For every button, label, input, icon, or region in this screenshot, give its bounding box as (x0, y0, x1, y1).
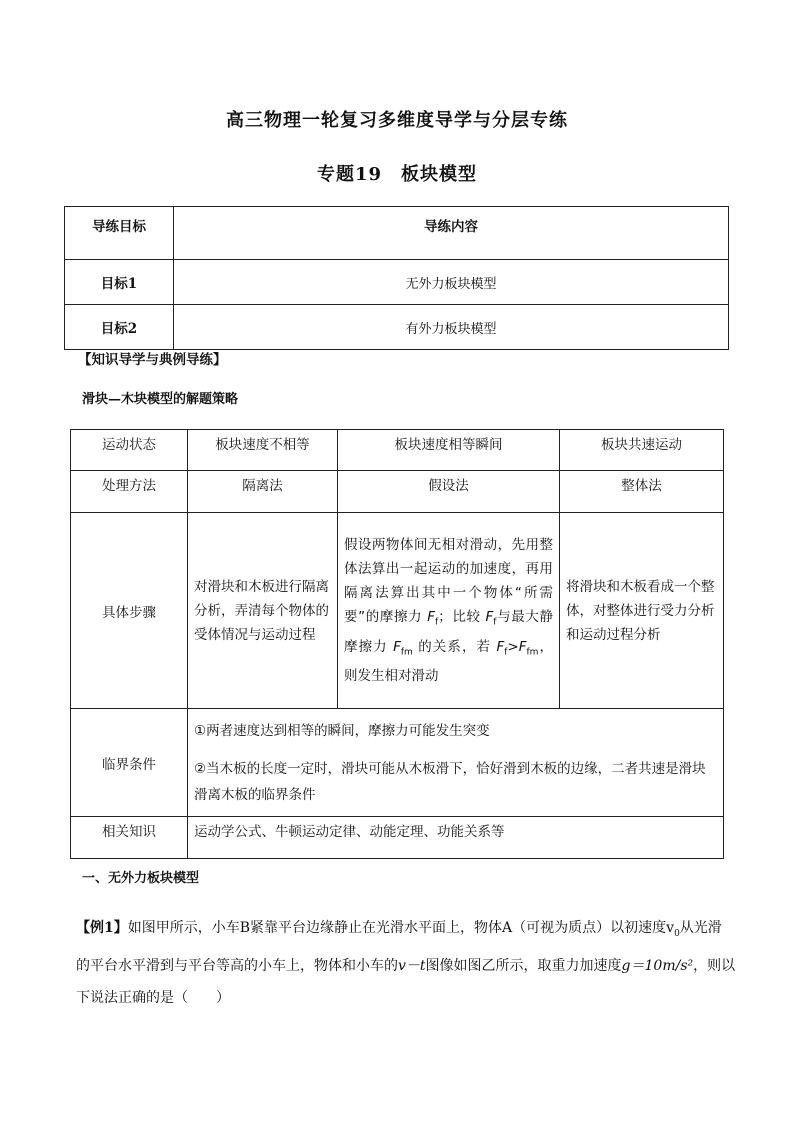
header-cell: 板块速度相等瞬间 (338, 430, 560, 471)
document-subtitle: 专题19 板块模型 (316, 164, 478, 185)
related-knowledge: 运动学公式、牛顿运动定律、动能定理、功能关系等 (188, 817, 724, 859)
table-row (71, 471, 724, 513)
example-line-1: 【例1】如图甲所示，小车B紧靠平台边缘静止在光滑水平面上，物体A（可视为质点）以初速度$v_0$从光滑 (76, 920, 722, 939)
header-cell: 板块速度不相等 (188, 430, 338, 471)
critical-label: 临界条件 (71, 709, 188, 817)
table-row (71, 430, 724, 471)
goals-table (64, 206, 729, 350)
table-row (71, 817, 724, 859)
table-row (71, 709, 724, 817)
goals-header-row (65, 207, 729, 260)
critical-conditions (188, 709, 724, 817)
strategy-title: 滑块—木块模型的解题策略 (82, 392, 239, 407)
example-tag: 【例1】 (76, 920, 128, 936)
table-row (65, 260, 729, 305)
strategy-table (70, 429, 724, 859)
header-cell: 运动状态 (71, 430, 188, 471)
critical-item-2: ②当木板的长度一定时，滑块可能从木板滑下，恰好滑到木板的边缘，二者共速是滑块滑离木板的临界条件 (194, 760, 706, 803)
goals-header-content: 导练内容 (174, 207, 729, 260)
example-line-3: 下说法正确的是（ ） (76, 989, 230, 1006)
method-cell: 整体法 (560, 471, 724, 513)
section-1-heading: 一、无外力板块模型 (82, 871, 200, 886)
document-title: 高三物理一轮复习多维度导学与分层专练 (226, 110, 568, 131)
method-label: 处理方法 (71, 471, 188, 513)
goal-label: 目标2 (65, 305, 174, 350)
method-cell: 隔离法 (188, 471, 338, 513)
example-line-2: 的平台水平滑到与平台等高的小车上，物体和小车的v－t图像如图乙所示，取重力加速度g＝10m/s²，则以 (76, 957, 736, 974)
related-label: 相关知识 (71, 817, 188, 859)
goals-header-goal: 导练目标 (65, 207, 174, 260)
critical-item-1: ①两者速度达到相等的瞬间，摩擦力可能发生突变 (194, 722, 490, 739)
goal-content: 有外力板块模型 (174, 305, 729, 350)
table-row (65, 305, 729, 350)
steps-whole: 将滑块和木板看成一个整体，对整体进行受力分析和运动过程分析 (560, 513, 724, 709)
steps-isolation: 对滑块和木板进行隔离分析，弄清每个物体的受体情况与运动过程 (188, 513, 338, 709)
section-heading: 【知识导学与典例导练】 (78, 352, 227, 368)
table-row (71, 513, 724, 709)
example-1 (76, 912, 736, 1014)
method-cell: 假设法 (338, 471, 560, 513)
goal-content: 无外力板块模型 (174, 260, 729, 305)
goal-label: 目标1 (65, 260, 174, 305)
steps-label: 具体步骤 (71, 513, 188, 709)
steps-assumption: 假设两物体间无相对滑动，先用整体法算出一起运动的加速度，再用隔离法算出其中一个物体“所需要”的摩擦力 $F_f$；比较 $F_f$与最大静摩擦力 $F_{fm}$ 的关系，若 $F_f>F_{fm}$，则发生相对滑动 (338, 513, 560, 709)
header-cell: 板块共速运动 (560, 430, 724, 471)
